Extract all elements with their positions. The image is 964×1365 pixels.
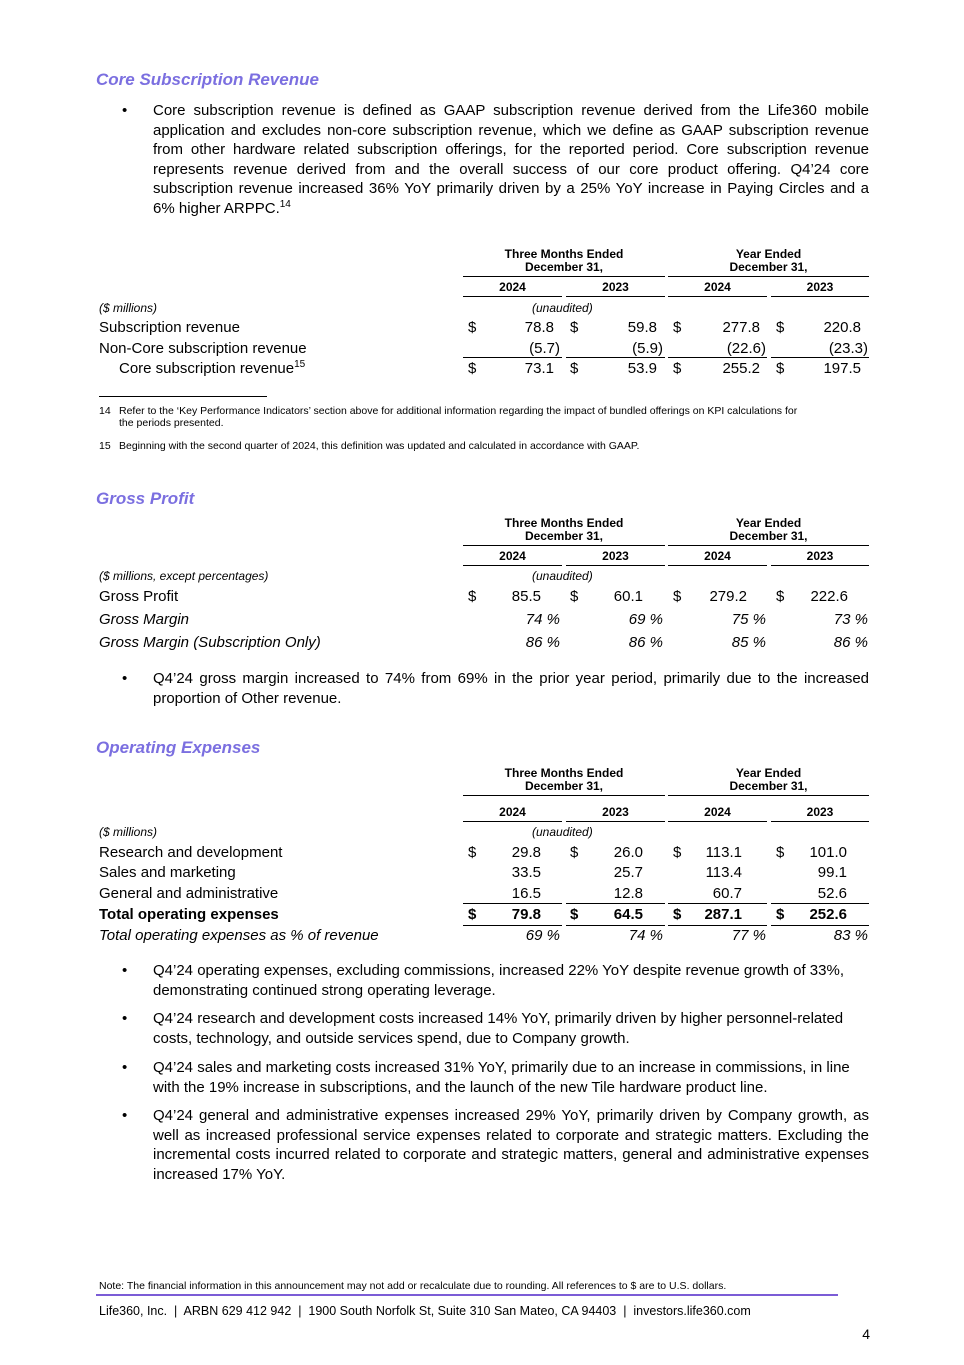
bullet-icon: •: [122, 102, 128, 119]
units-label: ($ millions, except percentages): [99, 569, 269, 583]
divider: [463, 903, 562, 904]
unaudited-label: (unaudited): [532, 825, 593, 839]
year-header: 2024: [499, 549, 526, 563]
footnote-14: 14 Refer to the ‘Key Performance Indicators’ section above for additional information regarding the impact of bundled offerings on KPI calculations for the periods presented.: [99, 405, 798, 429]
table-row: Non-Core subscription revenue (5.7) (5.9) (22.6) (23.3): [99, 340, 868, 357]
divider: [668, 276, 869, 277]
divider: [463, 795, 665, 796]
year-header: 2023: [602, 280, 629, 294]
section-title-gross-profit: Gross Profit: [96, 489, 195, 508]
divider: [463, 357, 562, 358]
section-title-operating-expenses: Operating Expenses: [96, 738, 261, 757]
year-header: 2023: [806, 805, 834, 819]
divider: [668, 545, 869, 546]
header-year-ended: Year Ended December 31,: [729, 247, 808, 274]
divider: [463, 925, 562, 926]
table-row: Subscription revenue $ 78.8 $ 59.8 $ 277.8 $ 220.8: [99, 319, 861, 336]
divider: [771, 565, 869, 566]
table-row: Total operating expenses as % of revenue 69 % 74 % 77 % 83 %: [99, 927, 868, 944]
divider: [463, 545, 665, 546]
bullet-icon: •: [122, 1059, 128, 1076]
footer-company-info: Life360, Inc. | ARBN 629 412 942 | 1900 South Norfolk St, Suite 310 San Mateo, CA 94403 | investors.life360.com: [99, 1304, 751, 1318]
footer-note: Note: The financial information in this announcement may not add or recalculate due to rounding. All references to $ are to U.S. dollars.: [99, 1280, 727, 1292]
divider: [771, 296, 869, 297]
divider: [668, 903, 767, 904]
year-header: 2023: [806, 280, 834, 294]
divider: [771, 925, 869, 926]
divider: [668, 296, 767, 297]
bullet-icon: •: [122, 962, 128, 979]
opex-bullet: • Q4’24 general and administrative expenses increased 29% YoY, primarily driven by Company growth, as well as increased professional service expenses related to corporate and strategic matters. Excluding the incremental costs incurred related to corporate and strategic matters, general and administrative expenses increased 17% YoY.: [122, 1107, 869, 1183]
core-bullet-text: Core subscription revenue is defined as GAAP subscription revenue derived from the Life360 mobile application and excludes non-core subscription revenue, which we define as GAAP subscription revenue from other hardware related subscription offerings, for the reported period. Core subscription revenue represents revenue derived from and the overall success of our core product offering. Q4’24 core subscription revenue increased 36% YoY primarily driven by a 25% YoY increase in Paying Circles and a 6% higher ARPPC.: [153, 102, 869, 217]
table-row: Research and development $ 29.8 $ 26.0 $ 113.1 $ 101.0: [99, 844, 847, 861]
divider: [566, 821, 665, 822]
divider: [668, 565, 767, 566]
unaudited-label: (unaudited): [532, 569, 593, 583]
table-row-total: Total operating expenses $ 79.8 $ 64.5 $ 287.1 $ 252.6: [99, 906, 847, 923]
page-number: 4: [862, 1326, 870, 1342]
gross-bullet: • Q4’24 gross margin increased to 74% from 69% in the prior year period, primarily due to the increased proportion of Other revenue.: [122, 670, 869, 707]
opex-bullet: • Q4’24 operating expenses, excluding commissions, increased 22% YoY despite revenue growth of 33%, demonstrating continued strong operating leverage.: [122, 962, 844, 999]
table-row: Sales and marketing 33.5 25.7 113.4 99.1: [99, 864, 847, 881]
divider: [668, 821, 767, 822]
divider: [566, 357, 665, 358]
divider: [771, 357, 869, 358]
year-header: 2024: [704, 805, 731, 819]
table-row: Gross Margin 74 % 69 % 75 % 73 %: [99, 611, 868, 628]
year-header: 2024: [704, 280, 731, 294]
table-row: Gross Profit $ 85.5 $ 60.1 $ 279.2 $ 222.6: [99, 588, 848, 605]
divider: [668, 795, 869, 796]
divider: [463, 276, 665, 277]
divider: [463, 565, 562, 566]
table-row: Gross Margin (Subscription Only) 86 % 86 % 85 % 86 %: [99, 634, 868, 651]
bullet-icon: •: [122, 1010, 128, 1027]
year-header: 2024: [704, 549, 731, 563]
divider: [463, 296, 562, 297]
footnote-divider: [99, 396, 267, 397]
year-header: 2023: [602, 805, 629, 819]
year-header: 2024: [499, 805, 526, 819]
divider: [668, 357, 767, 358]
header-year-ended: Year Ended December 31,: [729, 766, 808, 793]
divider: [566, 296, 665, 297]
header-three-months: Three Months Ended December 31,: [504, 766, 624, 793]
divider: [668, 925, 767, 926]
header-year-ended: Year Ended December 31,: [729, 516, 808, 543]
opex-bullet: • Q4’24 sales and marketing costs increased 31% YoY, primarily due to an increase in commissions, in line with the 19% increase in subscriptions, and the launch of the new Tile hardware product line.: [122, 1059, 850, 1096]
year-header: 2023: [806, 549, 834, 563]
opex-bullet: • Q4’24 research and development costs increased 14% YoY, primarily driven by higher personnel-related costs, technology, and outside services spend, due to Company growth.: [122, 1010, 844, 1047]
section-title-core-subscription: Core Subscription Revenue: [96, 70, 319, 89]
units-label: ($ millions): [99, 825, 158, 839]
divider: [771, 821, 869, 822]
unaudited-label: (unaudited): [532, 301, 593, 315]
year-header: 2024: [499, 280, 526, 294]
divider: [463, 821, 562, 822]
units-label: ($ millions): [99, 301, 158, 315]
year-header: 2023: [602, 549, 629, 563]
header-three-months: Three Months Ended December 31,: [504, 516, 624, 543]
footnote-ref-15: 15: [294, 359, 306, 370]
bullet-icon: •: [122, 670, 128, 687]
table-row: Core subscription revenue$^{15}$ $ 73.1 $ 53.9 $ 255.2 $ 197.5: [119, 359, 861, 377]
core-bullet: [122, 101, 869, 221]
footnote-ref-14: 14: [279, 198, 291, 210]
divider: [566, 925, 665, 926]
footnote-15: 15 Beginning with the second quarter of 2024, this definition was updated and calculated in accordance with GAAP.: [99, 440, 640, 452]
bullet-icon: •: [122, 1107, 128, 1124]
header-three-months: Three Months Ended December 31,: [504, 247, 624, 274]
divider: [566, 903, 665, 904]
table-row: General and administrative 16.5 12.8 60.7 52.6: [99, 885, 847, 902]
divider: [566, 565, 665, 566]
footer-divider: [96, 1294, 838, 1296]
divider: [771, 903, 869, 904]
